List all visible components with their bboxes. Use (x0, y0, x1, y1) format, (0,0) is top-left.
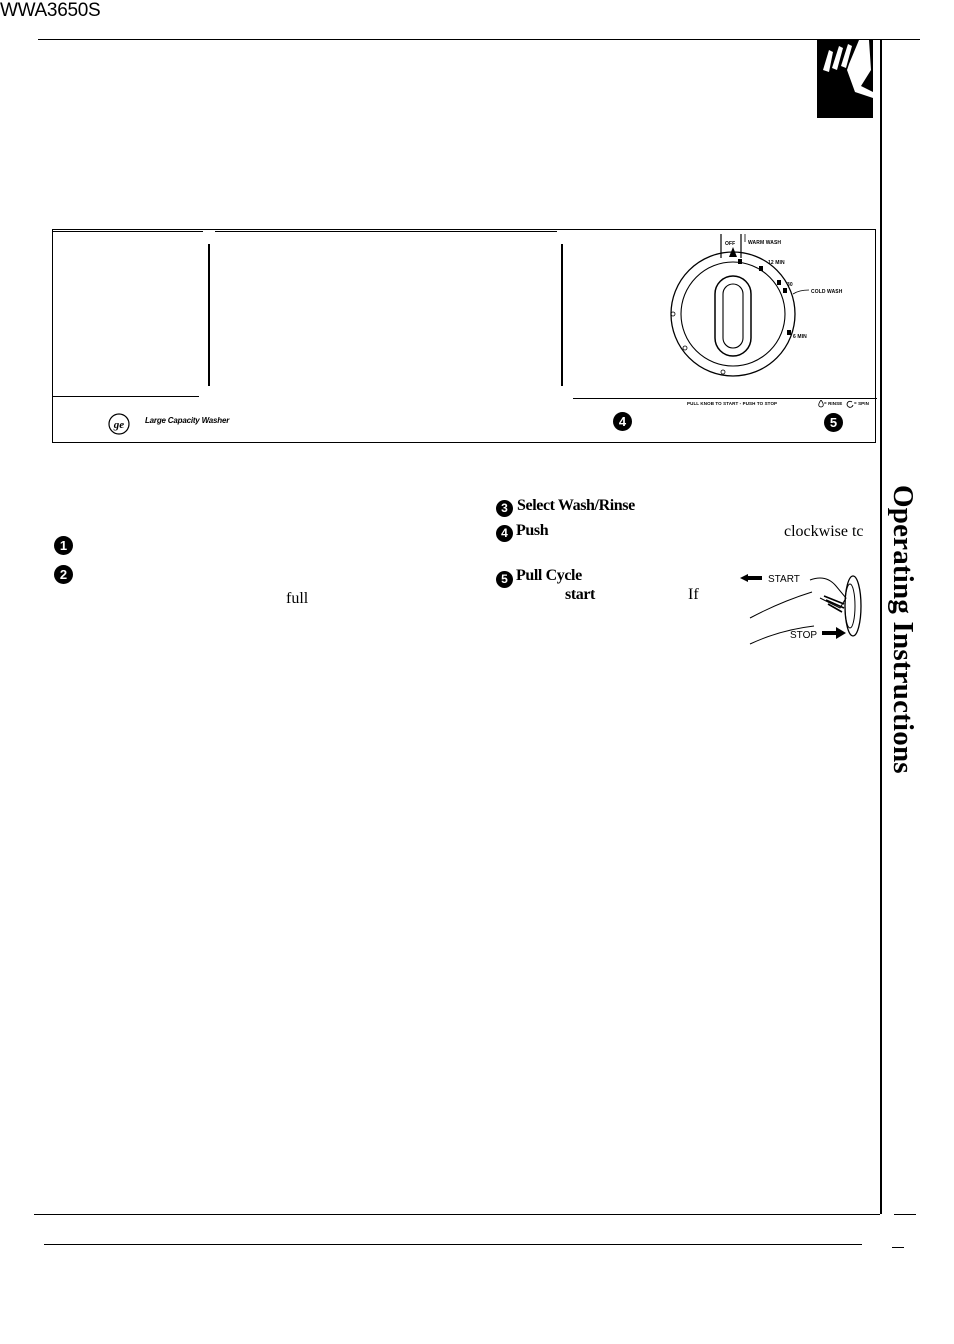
start-label: START (768, 574, 800, 585)
panel-divider (561, 244, 563, 386)
footer-rule (44, 1244, 862, 1245)
panel-rule (573, 398, 877, 399)
ge-logo-icon (108, 413, 130, 435)
step-5-marker: 5 (496, 571, 513, 588)
callout-4: 4 (613, 412, 632, 431)
cycle-dial (653, 230, 877, 396)
step-1-marker: 1 (54, 536, 73, 555)
section-title-text: Operating Instructions (887, 485, 919, 774)
step-4-marker: 4 (496, 525, 513, 542)
bottom-rule (34, 1214, 880, 1215)
top-rule (38, 39, 920, 40)
section-title-vertical (880, 485, 954, 775)
spin-legend: = SPIN (854, 401, 869, 406)
step-4-title: Push (516, 522, 549, 539)
control-panel-figure (52, 229, 876, 443)
model-number: WWA3650S (0, 0, 101, 21)
step-2-marker: 2 (54, 565, 73, 584)
spin-icon (846, 400, 854, 408)
callout-5: 5 (824, 413, 843, 432)
dial-label-warm-wash: WARM WASH (748, 240, 782, 246)
svg-text:ge: ge (113, 419, 125, 431)
dial-label-cold-wash: COLD WASH (811, 289, 843, 295)
panel-rule (53, 396, 199, 397)
page-marker-dash (892, 1247, 904, 1248)
panel-rule (53, 231, 203, 232)
step-5-if-word: If (688, 586, 699, 603)
bottom-rule-short (894, 1214, 916, 1215)
step-5-title: Pull Cycle (516, 567, 582, 584)
dial-label-12-min: 12 MIN (768, 260, 785, 266)
stop-label: STOP (790, 630, 818, 641)
step-3-marker: 3 (496, 500, 513, 517)
hand-icon (815, 40, 873, 118)
dial-label-30: 30 (787, 282, 793, 288)
pull-push-instruction: PULL KNOB TO START - PUSH TO STOP (687, 401, 778, 406)
rinse-legend: = RINSE (824, 401, 843, 406)
panel-rule (215, 231, 557, 232)
step-2-fragment: full (286, 590, 309, 607)
step-5-start-word: start (565, 586, 595, 603)
dial-label-6-min: 6 MIN (793, 334, 807, 340)
step-3-title: Select Wash/Rinse (517, 497, 635, 514)
panel-divider (208, 244, 210, 386)
step-4-fragment: clockwise tc (784, 523, 864, 540)
dial-label-off: OFF (725, 241, 736, 247)
brand-caption: Large Capacity Washer (145, 416, 230, 425)
knob-start-stop-figure (740, 568, 870, 648)
